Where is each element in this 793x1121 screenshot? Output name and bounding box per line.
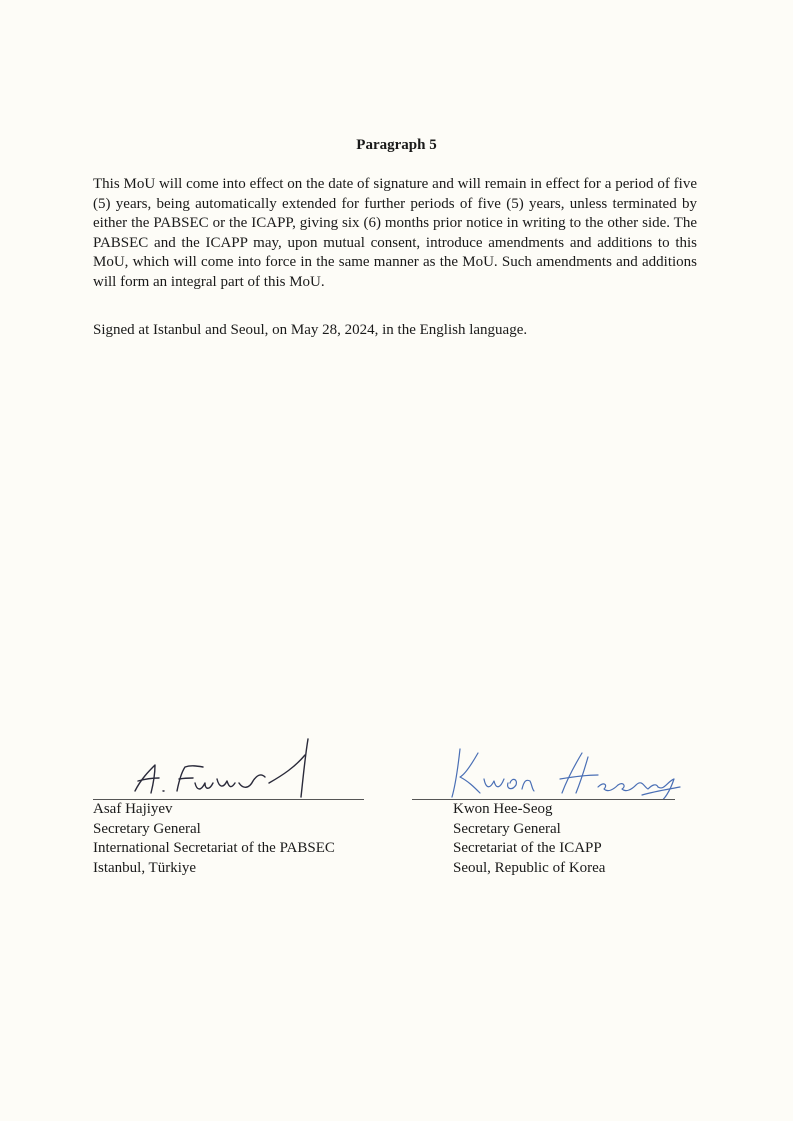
handwritten-signature-left: [93, 731, 373, 799]
signing-statement: Signed at Istanbul and Seoul, on May 28, 2024, in the English language.: [93, 322, 528, 338]
section-heading: Paragraph 5: [356, 137, 437, 153]
paragraph-body: This MoU will come into effect on the date of signature and will remain in effect for a period of five (5) years, being automatically extended for further periods of five (5) years, unless terminated by either the PABSEC or the ICAPP, giving six (6) months prior notice in writing to the other side. The PABSEC and the ICAPP may, upon mutual consent, introduce amendments and additions to this MoU, which will come into force in the same manner as the MoU. Such amendments and additions will form an integral part of this MoU.: [93, 176, 697, 290]
signature-block-right: [412, 731, 712, 878]
signatory-title-left: Secretary General: [93, 820, 201, 837]
signatory-title-right: Secretary General: [453, 820, 561, 837]
signatory-organization-left: International Secretariat of the PABSEC: [93, 840, 335, 856]
signatory-name-right: Kwon Hee-Seog: [453, 801, 553, 817]
signatory-location-left: Istanbul, Türkiye: [93, 859, 197, 876]
signatory-organization-right: Secretariat of the ICAPP: [453, 840, 602, 856]
handwritten-signature-right: [412, 731, 692, 799]
signatory-location-right: Seoul, Republic of Korea: [453, 859, 606, 876]
signatory-name-left: Asaf Hajiyev: [93, 801, 173, 817]
signature-block-left: [93, 731, 393, 878]
